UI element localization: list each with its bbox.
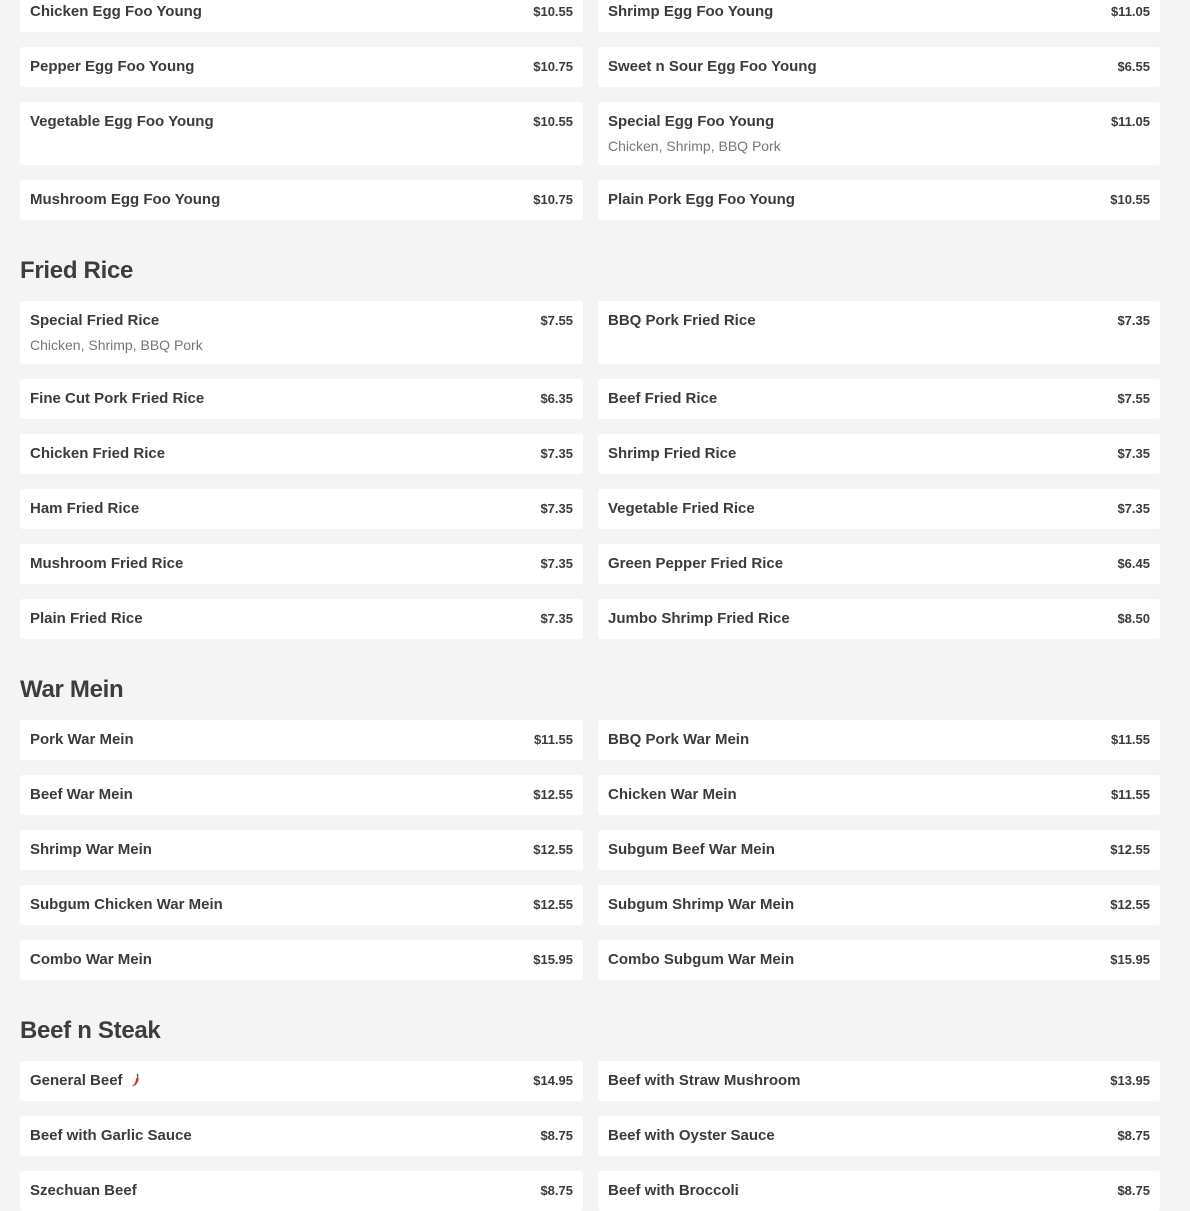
menu-item-name: Beef with Garlic Sauce [30, 1127, 192, 1144]
menu-item[interactable] [598, 379, 1160, 419]
menu-item-name: Special Egg Foo Young [608, 113, 775, 130]
menu-container [20, 0, 1160, 1211]
menu-item-price: $11.05 [1110, 4, 1150, 19]
menu-item-name: Ham Fried Rice [30, 500, 140, 517]
menu-item-name: Mushroom Egg Foo Young [30, 191, 221, 208]
menu-item[interactable] [20, 720, 583, 760]
menu-item-name: Chicken War Mein [608, 786, 737, 803]
menu-item-name: Plain Pork Egg Foo Young [608, 191, 795, 208]
menu-item-price: $11.05 [1110, 114, 1150, 129]
menu-item-price: $7.55 [540, 313, 573, 328]
menu-item-price: $10.75 [533, 59, 573, 74]
menu-item-name: Sweet n Sour Egg Foo Young [608, 58, 817, 75]
menu-item[interactable] [20, 599, 583, 639]
menu-item-name: Beef War Mein [30, 786, 133, 803]
menu-item-price: $7.35 [540, 446, 573, 461]
menu-item[interactable] [20, 434, 583, 474]
menu-item[interactable] [598, 1061, 1160, 1101]
menu-item[interactable] [598, 940, 1160, 980]
menu-item-price: $12.55 [533, 897, 573, 912]
menu-item-price: $8.75 [1117, 1183, 1150, 1198]
menu-item[interactable] [20, 1061, 583, 1101]
menu-item-price: $10.55 [1110, 192, 1150, 207]
menu-item-name: Beef with Oyster Sauce [608, 1127, 775, 1144]
menu-item-price: $12.55 [1110, 897, 1150, 912]
menu-item-price: $11.55 [1110, 732, 1150, 747]
menu-item-price: $7.35 [540, 501, 573, 516]
menu-item-name: BBQ Pork War Mein [608, 731, 750, 748]
menu-item[interactable] [598, 489, 1160, 529]
menu-item-name: Subgum Beef War Mein [608, 841, 775, 858]
menu-item-name: Shrimp Egg Foo Young [608, 3, 774, 20]
menu-item-price: $7.35 [1117, 313, 1150, 328]
menu-item[interactable] [598, 434, 1160, 474]
menu-item[interactable] [598, 0, 1160, 32]
menu-item-description: Chicken, Shrimp, BBQ Pork [30, 337, 203, 353]
menu-item[interactable] [598, 1116, 1160, 1156]
menu-item-price: $11.55 [1110, 787, 1150, 802]
menu-item-price: $12.55 [533, 842, 573, 857]
menu-item[interactable] [598, 102, 1160, 165]
menu-item[interactable] [598, 720, 1160, 760]
menu-item[interactable] [20, 940, 583, 980]
menu-item-price: $7.55 [1117, 391, 1150, 406]
menu-item[interactable] [20, 47, 583, 87]
menu-item-price: $8.75 [1117, 1128, 1150, 1143]
menu-item-name: Mushroom Fried Rice [30, 555, 184, 572]
menu-item-price: $14.95 [533, 1073, 573, 1088]
menu-item-price: $7.35 [540, 611, 573, 626]
menu-item-name: Subgum Chicken War Mein [30, 896, 223, 913]
menu-item-name: Special Fried Rice [30, 312, 160, 329]
menu-item-price: $8.75 [540, 1183, 573, 1198]
menu-item-price: $7.35 [540, 556, 573, 571]
menu-item-price: $13.95 [1110, 1073, 1150, 1088]
menu-item-name: Vegetable Egg Foo Young [30, 113, 214, 130]
menu-item[interactable] [20, 775, 583, 815]
menu-item-price: $6.45 [1117, 556, 1150, 571]
menu-item-price: $15.95 [533, 952, 573, 967]
menu-item-price: $10.75 [533, 192, 573, 207]
menu-item[interactable] [20, 1116, 583, 1156]
menu-item-name: Beef with Straw Mushroom [608, 1072, 801, 1089]
section-title: War Mein [20, 676, 124, 703]
menu-item-grid [20, 1061, 1160, 1211]
menu-item[interactable] [598, 775, 1160, 815]
menu-item-name: Combo Subgum War Mein [608, 951, 795, 968]
menu-item-grid [20, 0, 1160, 220]
menu-item-name: Shrimp Fried Rice [608, 445, 737, 462]
menu-item-name: Shrimp War Mein [30, 841, 152, 858]
menu-item[interactable] [598, 830, 1160, 870]
menu-item[interactable] [20, 102, 583, 165]
menu-item-name: Beef Fried Rice [608, 390, 718, 407]
menu-item-name: Chicken Fried Rice [30, 445, 166, 462]
menu-item[interactable] [20, 180, 583, 220]
menu-item[interactable] [598, 1171, 1160, 1211]
menu-item-price: $7.35 [1117, 501, 1150, 516]
menu-item-name: Chicken Egg Foo Young [30, 3, 202, 20]
menu-item-name: Fine Cut Pork Fried Rice [30, 390, 205, 407]
menu-item[interactable] [598, 544, 1160, 584]
menu-item-price: $8.75 [540, 1128, 573, 1143]
menu-item-price: $7.35 [1117, 446, 1150, 461]
menu-item-name: Combo War Mein [30, 951, 152, 968]
menu-section [20, 255, 1160, 639]
menu-item-name: BBQ Pork Fried Rice [608, 312, 756, 329]
menu-item[interactable] [20, 489, 583, 529]
section-title: Beef n Steak [20, 1017, 161, 1044]
menu-item-price: $11.55 [533, 732, 573, 747]
menu-item-name: Green Pepper Fried Rice [608, 555, 784, 572]
menu-section [20, 1015, 1160, 1211]
menu-item[interactable] [20, 1171, 583, 1211]
menu-item-name: Subgum Shrimp War Mein [608, 896, 795, 913]
menu-item-name: Szechuan Beef [30, 1182, 137, 1199]
menu-item[interactable] [598, 599, 1160, 639]
menu-item-grid [20, 301, 1160, 639]
menu-item-price: $6.55 [1117, 59, 1150, 74]
menu-item-price: $15.95 [1110, 952, 1150, 967]
menu-item-description: Chicken, Shrimp, BBQ Pork [608, 138, 781, 154]
menu-item-name: General Beef [30, 1072, 123, 1089]
menu-section [20, 674, 1160, 980]
menu-item[interactable] [598, 180, 1160, 220]
menu-item[interactable] [20, 0, 583, 32]
menu-item-name: Beef with Broccoli [608, 1182, 739, 1199]
menu-item[interactable] [20, 544, 583, 584]
menu-item[interactable] [20, 379, 583, 419]
menu-item-name: Jumbo Shrimp Fried Rice [608, 610, 790, 627]
menu-item-price: $8.50 [1117, 611, 1150, 626]
menu-item-price: $10.55 [533, 114, 573, 129]
menu-section [20, 0, 1160, 220]
menu-item[interactable] [20, 885, 583, 925]
chili-pepper-icon [131, 1073, 141, 1087]
menu-item-name: Pepper Egg Foo Young [30, 58, 195, 75]
menu-item-price: $6.35 [540, 391, 573, 406]
menu-item-name: Plain Fried Rice [30, 610, 143, 627]
menu-item-price: $12.55 [1110, 842, 1150, 857]
menu-item[interactable] [598, 885, 1160, 925]
menu-item[interactable] [598, 47, 1160, 87]
menu-item[interactable] [20, 830, 583, 870]
menu-item-name: Vegetable Fried Rice [608, 500, 755, 517]
menu-item[interactable] [598, 301, 1160, 364]
menu-item-price: $10.55 [533, 4, 573, 19]
section-title: Fried Rice [20, 257, 134, 284]
menu-item[interactable] [20, 301, 583, 364]
menu-item-name: Pork War Mein [30, 731, 134, 748]
menu-item-price: $12.55 [533, 787, 573, 802]
menu-item-grid [20, 720, 1160, 980]
